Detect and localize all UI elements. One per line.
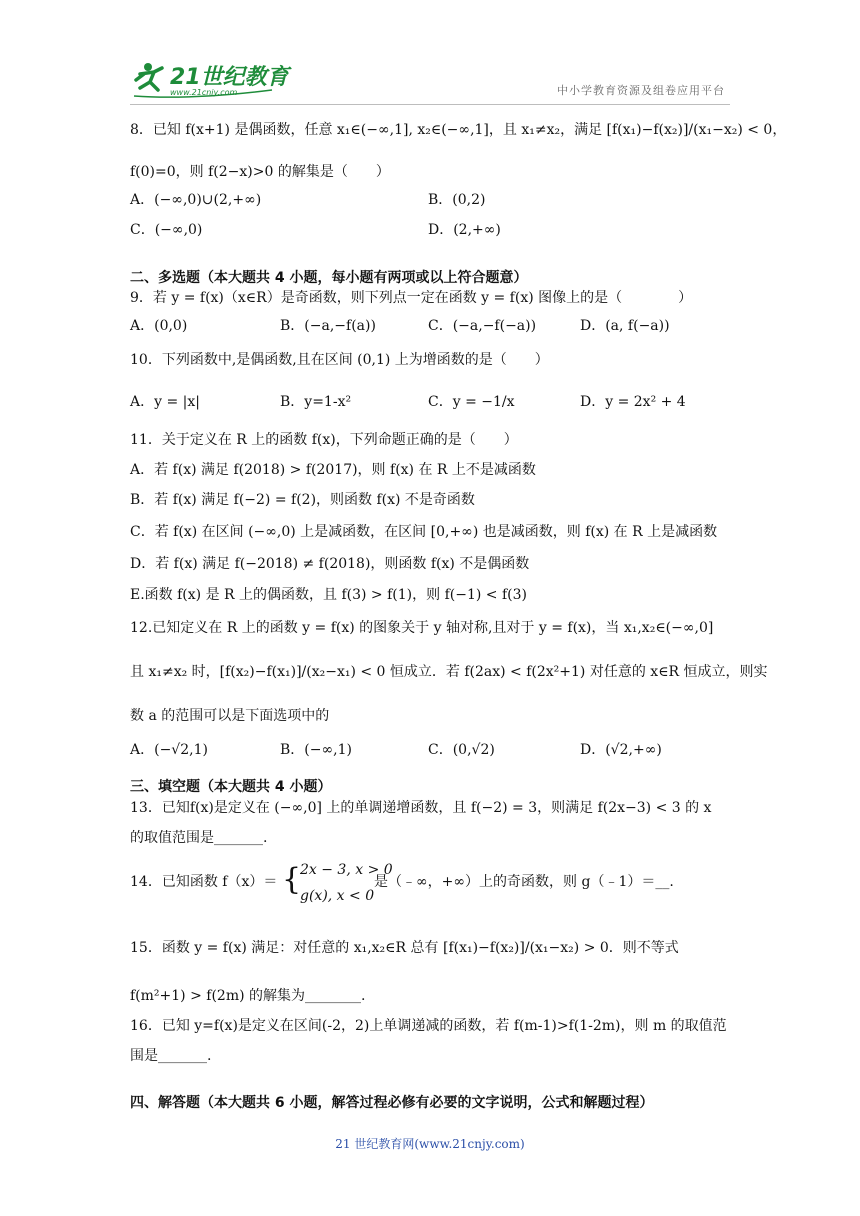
section-3-heading: 三、填空题（本大题共 4 小题） xyxy=(130,779,332,795)
header-divider xyxy=(130,104,730,105)
section-2-heading: 二、多选题（本大题共 4 小题，每小题有两项或以上符合题意） xyxy=(130,270,528,286)
q8-stem-line1: 8．已知 f(x+1) 是偶函数，任意 x₁∈(−∞,1], x₂∈(−∞,1]，且 x₁≠x₂，满足 [f(x₁)−f(x₂)]/(x₁−x₂) < 0， xyxy=(130,122,787,138)
q10-option-c: C．y = −1/x xyxy=(428,394,515,410)
q13-stem-line1: 13．已知f(x)是定义在 (−∞,0] 上的单调递增函数，且 f(−2) = 3，则满足 f(2x−3) < 3 的 x xyxy=(130,800,712,816)
page-footer: 21 世纪教育网(www.21cnjy.com) xyxy=(335,1137,525,1151)
q9-option-d: D．(a, f(−a)) xyxy=(580,318,670,334)
q12-stem-line2: 且 x₁≠x₂ 时，[f(x₂)−f(x₁)]/(x₂−x₁) < 0 恒成立．若 f(2ax) < f(2x²+1) 对任意的 x∈R 恒成立，则实 xyxy=(130,664,768,680)
q10-option-a: A．y = |x| xyxy=(130,394,200,410)
q14-suffix: 是（﹣∞，+∞）上的奇函数，则 g（﹣1）＝__. xyxy=(374,874,674,890)
q12-stem-line3: 数 a 的范围可以是下面选项中的 xyxy=(130,708,330,724)
q15-stem-line2: f(m²+1) > f(2m) 的解集为________. xyxy=(130,988,366,1004)
q12-stem-line1: 12.已知定义在 R 上的函数 y = f(x) 的图象关于 y 轴对称,且对于 y = f(x)，当 x₁,x₂∈(−∞,0] xyxy=(130,620,714,636)
q11-option-c: C．若 f(x) 在区间 (−∞,0) 上是减函数，在区间 [0,+∞) 也是减函数，则 f(x) 在 R 上是减函数 xyxy=(130,524,718,540)
q8-option-d: D．(2,+∞) xyxy=(428,222,501,238)
q14-case-1: 2x − 3, x > 0 xyxy=(300,862,393,878)
logo-text: 21世纪教育 xyxy=(170,65,289,90)
q8-option-b: B．(0,2) xyxy=(428,192,486,208)
q8-option-c: C．(−∞,0) xyxy=(130,222,203,238)
q16-stem-line1: 16．已知 y=f(x)是定义在区间(-2，2)上单调递减的函数，若 f(m-1)>f(1-2m)，则 m 的取值范 xyxy=(130,1018,727,1034)
q8-stem-line2: f(0)=0，则 f(2−x)>0 的解集是（ ） xyxy=(130,164,390,180)
q9-stem: 9．若 y = f(x)（x∈R）是奇函数，则下列点一定在函数 y = f(x) 图像上的是（ ） xyxy=(130,290,693,306)
q8-option-a: A．(−∞,0)∪(2,+∞) xyxy=(130,192,262,208)
q11-stem: 11．关于定义在 R 上的函数 f(x)，下列命题正确的是（ ） xyxy=(130,432,518,448)
q11-option-b: B．若 f(x) 满足 f(−2) = f(2)，则函数 f(x) 不是奇函数 xyxy=(130,492,475,508)
q12-option-b: B．(−∞,1) xyxy=(280,742,352,758)
q9-option-b: B．(−a,−f(a)) xyxy=(280,318,376,334)
section-4-heading: 四、解答题（本大题共 6 小题，解答过程必修有必要的文字说明，公式和解题过程） xyxy=(130,1095,654,1111)
q14-case-2: g(x), x < 0 xyxy=(300,888,375,904)
q13-stem-line2: 的取值范围是_______. xyxy=(130,830,268,846)
q11-option-e: E.函数 f(x) 是 R 上的偶函数，且 f(3) > f(1)，则 f(−1) < f(3) xyxy=(130,587,527,603)
q10-option-d: D．y = 2x² + 4 xyxy=(580,394,686,410)
platform-tagline: 中小学教育资源及组卷应用平台 xyxy=(557,84,725,97)
q11-option-d: D．若 f(x) 满足 f(−2018) ≠ f(2018)，则函数 f(x) 不是偶函数 xyxy=(130,556,530,572)
q16-stem-line2: 围是_______. xyxy=(130,1048,212,1064)
q14-prefix: 14．已知函数 f（x）＝ xyxy=(130,874,278,890)
q9-option-a: A．(0,0) xyxy=(130,318,188,334)
q15-stem-line1: 15．函数 y = f(x) 满足：对任意的 x₁,x₂∈R 总有 [f(x₁)−f(x₂)]/(x₁−x₂) > 0．则不等式 xyxy=(130,940,679,956)
logo-url: www.21cnjy.com xyxy=(170,88,238,97)
q10-option-b: B．y=1-x² xyxy=(280,394,352,410)
q11-option-a: A．若 f(x) 满足 f(2018) > f(2017)，则 f(x) 在 R 上不是减函数 xyxy=(130,462,536,478)
q12-option-c: C．(0,√2) xyxy=(428,742,495,758)
q14-brace: { xyxy=(282,862,302,897)
q10-stem: 10．下列函数中,是偶函数,且在区间 (0,1) 上为增函数的是（ ） xyxy=(130,352,549,368)
q12-option-d: D．(√2,+∞) xyxy=(580,742,662,758)
q9-option-c: C．(−a,−f(−a)) xyxy=(428,318,537,334)
q12-option-a: A．(−√2,1) xyxy=(130,742,208,758)
